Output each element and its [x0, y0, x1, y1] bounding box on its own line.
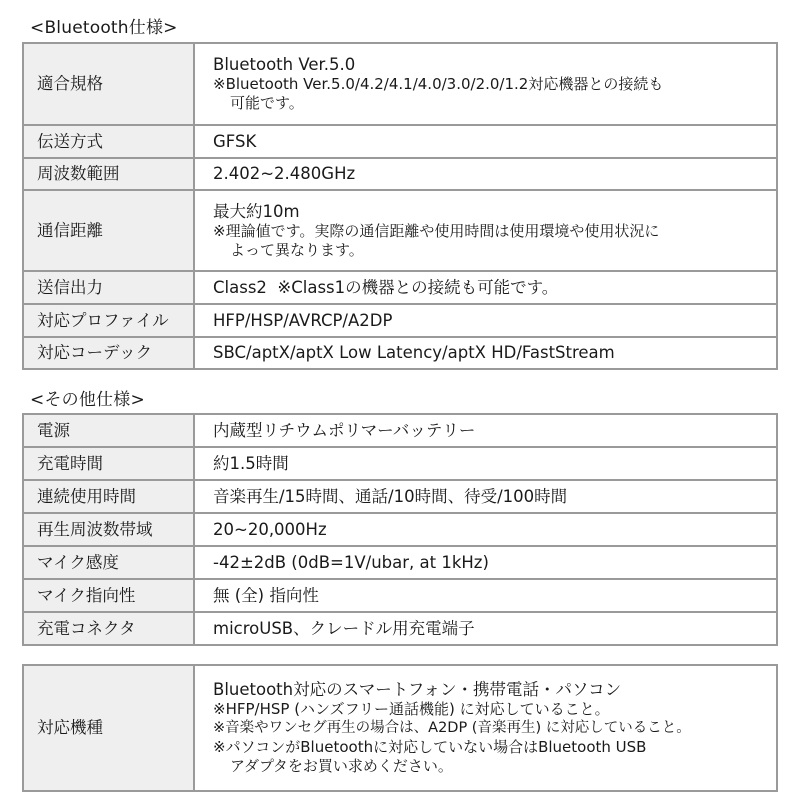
spec-key: 電源	[23, 414, 194, 447]
spec-key: 連続使用時間	[23, 480, 194, 513]
compatibility-table	[22, 664, 778, 792]
bluetooth-spec-title: <Bluetooth仕様>	[30, 18, 178, 38]
spec-value: microUSB、クレードル用充電端子	[194, 612, 777, 645]
spec-value: 最大約10m	[213, 201, 300, 221]
table-row	[23, 43, 777, 125]
table-row	[23, 513, 777, 546]
spec-note: ※パソコンがBluetoothに対応していない場合はBluetooth USB	[213, 738, 647, 756]
spec-value: 無 (全) 指向性	[194, 579, 777, 612]
spec-value-cell	[194, 43, 777, 125]
spec-note: ※HFP/HSP (ハンズフリー通話機能) に対応していること。	[213, 700, 610, 718]
spec-value: -42±2dB (0dB=1V/ubar, at 1kHz)	[194, 546, 777, 579]
spec-value: Bluetooth対応のスマートフォン・携帯電話・パソコン	[213, 680, 622, 699]
spec-note: アダプタをお買い求めください。	[230, 757, 453, 775]
spec-key: 対応プロファイル	[23, 304, 194, 337]
spec-key: 伝送方式	[23, 125, 194, 158]
spec-value: HFP/HSP/AVRCP/A2DP	[194, 304, 777, 337]
table-row	[23, 337, 777, 369]
spec-value: 約1.5時間	[194, 447, 777, 480]
spec-value: 2.402~2.480GHz	[194, 158, 777, 190]
table-row	[23, 304, 777, 337]
table-row	[23, 665, 777, 791]
spec-value: SBC/aptX/aptX Low Latency/aptX HD/FastStream	[194, 337, 777, 369]
spec-key: マイク感度	[23, 546, 194, 579]
table-row	[23, 190, 777, 271]
table-row	[23, 579, 777, 612]
spec-key: 充電時間	[23, 447, 194, 480]
spec-key: 送信出力	[23, 271, 194, 304]
table-row	[23, 546, 777, 579]
spec-note: ※音楽やワンセグ再生の場合は、A2DP (音楽再生) に対応していること。	[213, 720, 691, 736]
table-row	[23, 125, 777, 158]
spec-note: 可能です。	[230, 94, 304, 112]
table-row	[23, 414, 777, 447]
spec-value: GFSK	[194, 125, 777, 158]
spec-key: マイク指向性	[23, 579, 194, 612]
spec-note: よって異なります。	[230, 240, 364, 259]
spec-value: Class2 ※Class1の機器との接続も可能です。	[194, 271, 777, 304]
spec-key: 再生周波数帯域	[23, 513, 194, 546]
spec-key: 適合規格	[23, 43, 194, 125]
spec-key: 充電コネクタ	[23, 612, 194, 645]
spec-note: ※理論値です。実際の通信距離や使用時間は使用環境や使用状況に	[213, 221, 660, 240]
table-row	[23, 158, 777, 190]
spec-key: 対応機種	[23, 665, 194, 791]
spec-key: 対応コーデック	[23, 337, 194, 369]
spec-value-cell	[194, 190, 777, 271]
spec-value-cell	[194, 665, 777, 791]
bluetooth-spec-table	[22, 42, 778, 370]
spec-value: 内蔵型リチウムポリマーバッテリー	[194, 414, 777, 447]
spec-value: 20~20,000Hz	[194, 513, 777, 546]
spec-note: ※Bluetooth Ver.5.0/4.2/4.1/4.0/3.0/2.0/1.2対応機器との接続も	[213, 75, 664, 93]
table-row	[23, 447, 777, 480]
table-row	[23, 480, 777, 513]
spec-value: Bluetooth Ver.5.0	[213, 55, 356, 74]
spec-key: 周波数範囲	[23, 158, 194, 190]
table-row	[23, 271, 777, 304]
spec-value: 音楽再生/15時間、通話/10時間、待受/100時間	[194, 480, 777, 513]
table-row	[23, 612, 777, 645]
other-spec-table	[22, 413, 778, 646]
other-spec-title: <その他仕様>	[30, 390, 145, 410]
spec-key: 通信距離	[23, 190, 194, 271]
